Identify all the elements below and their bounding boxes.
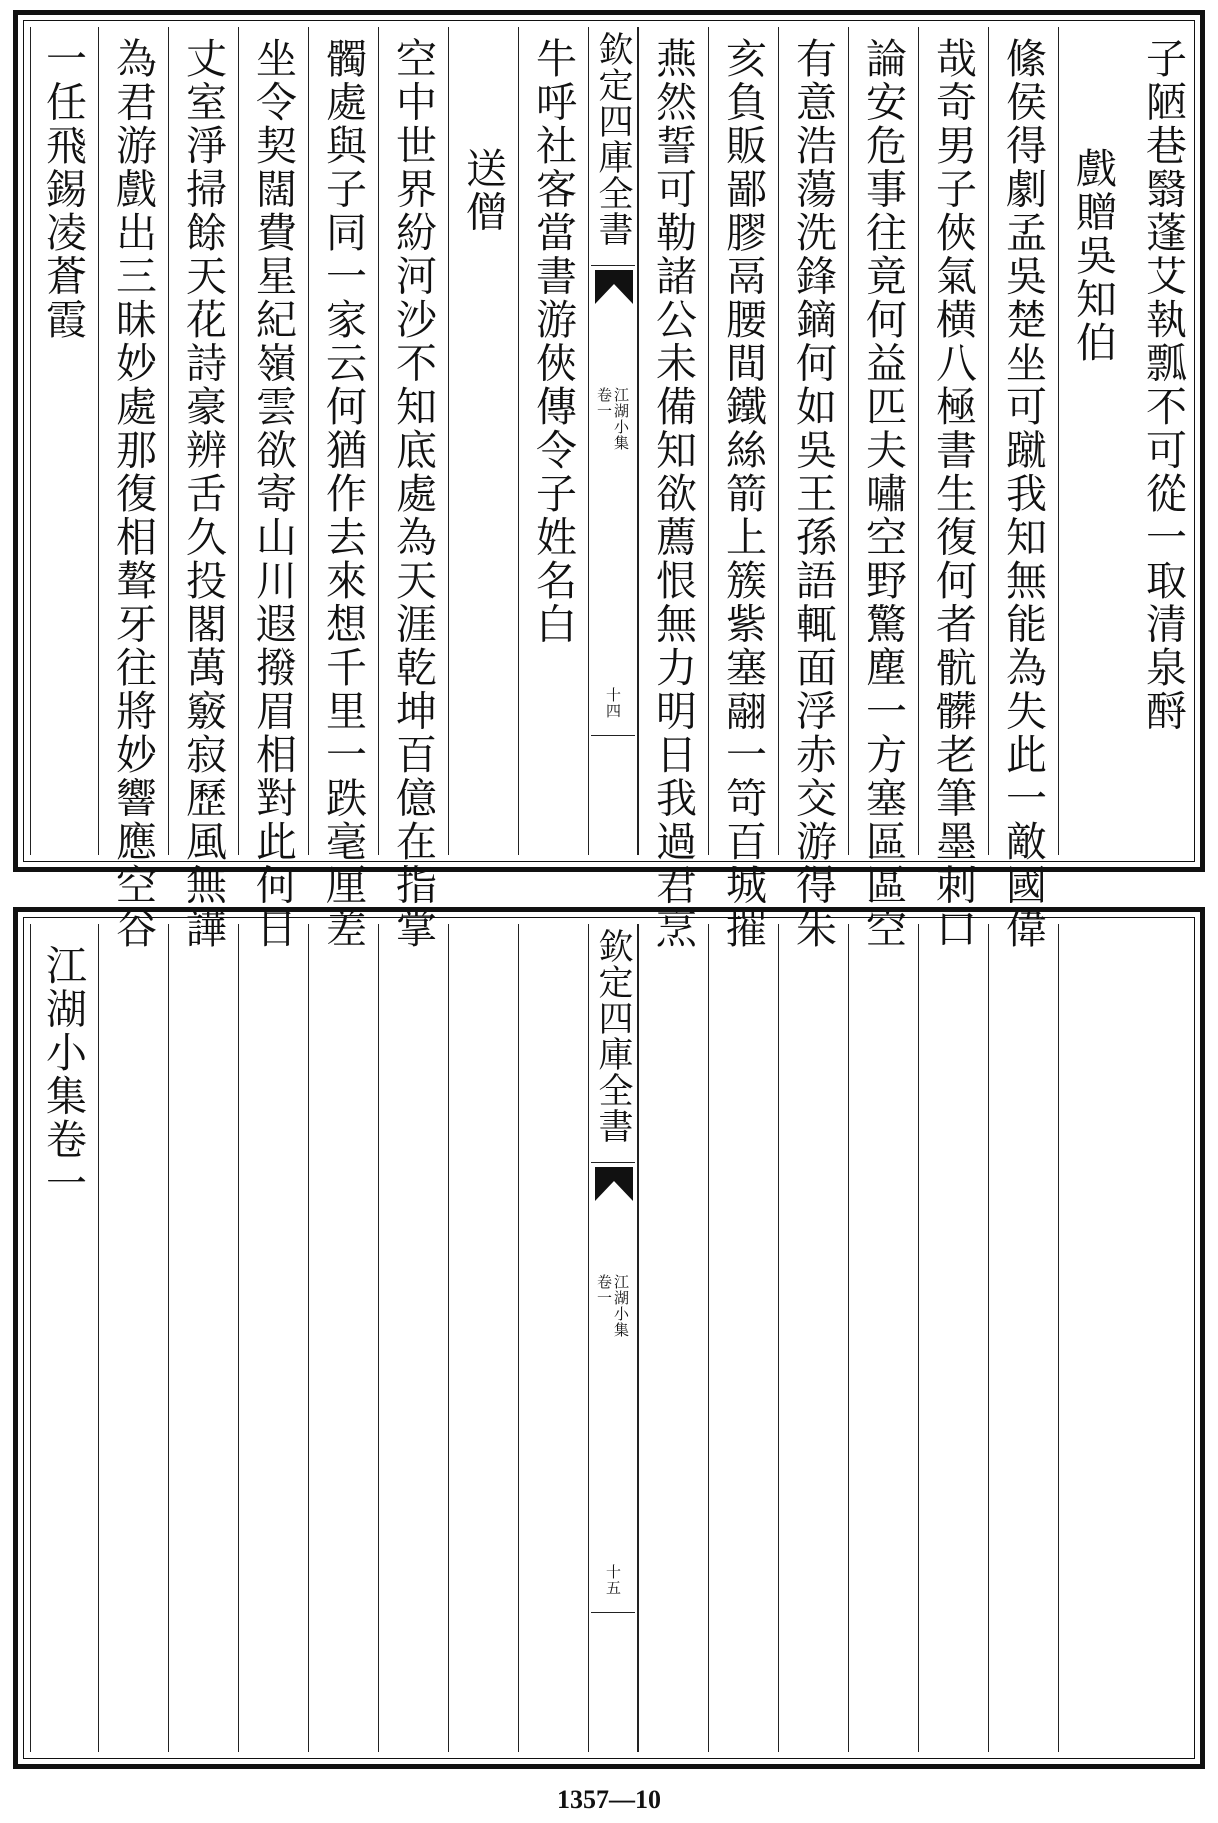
text-column <box>518 27 588 855</box>
text-column <box>778 27 848 951</box>
bottom-leaf-columns <box>30 924 1188 1752</box>
text-column <box>1128 27 1198 855</box>
blank-column <box>778 924 848 1752</box>
volume-line: 卷一 <box>595 387 613 419</box>
book-title: 欽定四庫全書 <box>593 31 633 247</box>
blank-column <box>708 924 778 1752</box>
text-column <box>708 27 778 951</box>
text-column <box>988 27 1058 951</box>
column-text: 亥負販鄙膠鬲腰間鐵絲箭上簇紫塞翮一笴百城摧 <box>719 37 767 951</box>
center-band <box>588 924 638 1752</box>
text-column <box>308 27 378 951</box>
text-column <box>378 27 448 951</box>
blank-column <box>848 924 918 1752</box>
top-leaf-columns <box>30 27 1188 951</box>
column-text: 為君游戲出三昧妙處那復相聱牙往將妙響應空谷 <box>109 37 157 951</box>
blank-column <box>168 924 238 1752</box>
blank-column <box>378 924 448 1752</box>
text-column <box>30 27 98 855</box>
band-rule <box>591 735 635 736</box>
book-title: 欽定四庫全書 <box>593 928 633 1144</box>
top-leaf <box>13 10 1205 951</box>
blank-column <box>1058 924 1128 1752</box>
blank-column <box>308 924 378 1752</box>
poem-title: 戲贈吳知伯 <box>1069 147 1117 365</box>
text-column <box>98 27 168 951</box>
closing-title: 江湖小集卷一 <box>39 944 87 1205</box>
blank-column <box>238 924 308 1752</box>
leaf-number: 十五 <box>604 1564 622 1596</box>
column-text: 絛侯得劇孟吳楚坐可蹴我知無能為失此一敵國偉 <box>999 37 1047 951</box>
text-column <box>30 924 98 1752</box>
blank-column <box>988 924 1058 1752</box>
text-column <box>638 27 708 951</box>
fishtail-mark-icon <box>595 270 633 304</box>
center-band <box>588 27 638 855</box>
column-text: 髑處與子同一家云何猶作去來想千里一跌毫厘差 <box>319 37 367 951</box>
leaf-number: 十四 <box>604 687 622 719</box>
column-text: 有意浩蕩洗鋒鏑何如吳王孫語輒面浮赤交游得朱 <box>789 37 837 951</box>
column-text: 子陋巷翳蓬艾執瓢不可從一取清泉酹 <box>1139 37 1187 733</box>
blank-column <box>1128 924 1198 1752</box>
page-number: 1357—10 <box>557 1785 661 1814</box>
poem-title: 送僧 <box>459 147 507 234</box>
text-column <box>918 27 988 951</box>
band-rule <box>591 265 635 266</box>
column-text: 空中世界紛河沙不知底處為天涯乾坤百億在指掌 <box>389 37 437 951</box>
column-text: 坐令契闊費星紀嶺雲欲寄山川遐撥眉相對此何日 <box>249 37 297 951</box>
blank-column <box>918 924 988 1752</box>
column-text: 燕然誓可勒諸公未備知欲薦恨無力明日我過君烹 <box>649 37 697 951</box>
text-column <box>238 27 308 951</box>
column-text: 丈室淨掃餘天花詩豪辨舌久投閣萬竅寂歷風無譁 <box>179 37 227 951</box>
blank-column <box>98 924 168 1752</box>
text-column <box>168 27 238 951</box>
blank-column <box>448 924 518 1752</box>
blank-column <box>638 924 708 1752</box>
fishtail-mark-icon <box>595 1167 633 1201</box>
text-column <box>448 27 518 855</box>
column-text: 一任飛錫凌蒼霞 <box>39 37 87 342</box>
column-text: 哉奇男子俠氣横八極書生復何者骯髒老筆墨刺口 <box>929 37 977 951</box>
collection-line: 江湖小集 <box>612 387 630 451</box>
band-rule <box>591 1612 635 1613</box>
volume-line: 卷一 <box>595 1274 613 1306</box>
column-text: 牛呼社客當書游俠傳令子姓名白 <box>529 37 577 646</box>
collection-line: 江湖小集 <box>612 1274 630 1338</box>
text-column <box>1058 27 1128 855</box>
blank-column <box>518 924 588 1752</box>
bottom-leaf <box>13 907 1205 1769</box>
band-rule <box>591 1162 635 1163</box>
text-column <box>848 27 918 951</box>
column-text: 論安危事往竟何益匹夫嘯空野驚塵一方塞區區空 <box>859 37 907 951</box>
